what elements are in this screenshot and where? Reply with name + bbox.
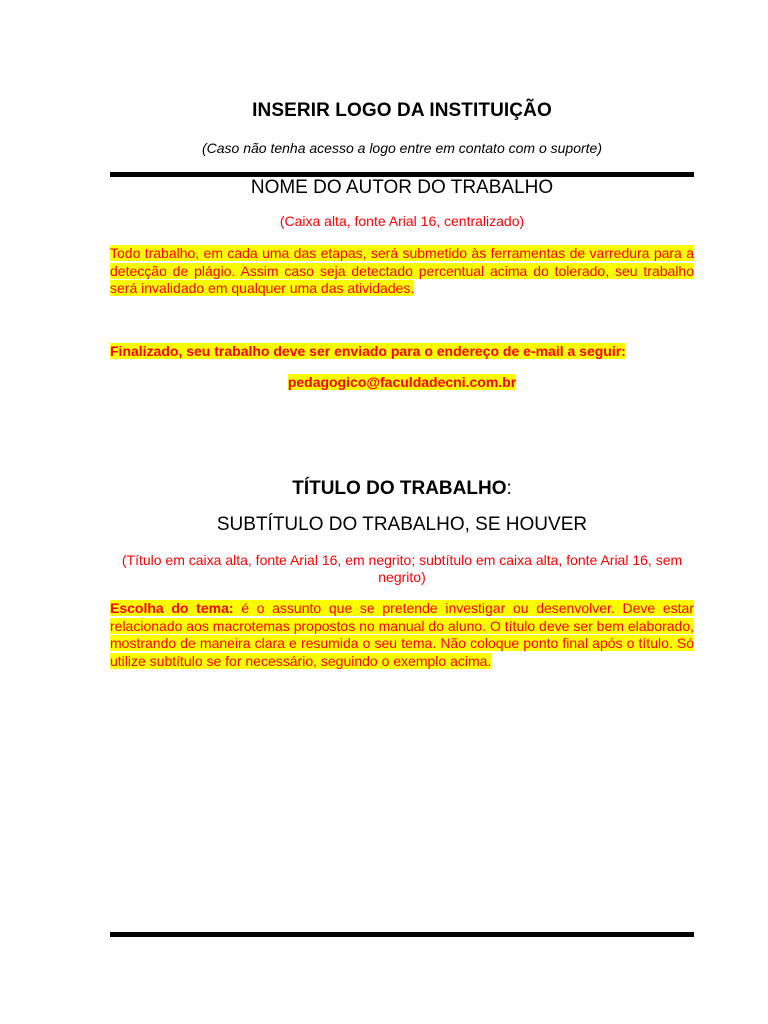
logo-support-note: (Caso não tenha acesso a logo entre em contato com o suporte) [201,140,602,156]
logo-placeholder-heading: INSERIR LOGO DA INSTITUIÇÃO [252,100,552,121]
bottom-divider [110,932,694,937]
work-title-text: TÍTULO DO TRABALHO [292,478,507,499]
plagiarism-warning-text: Todo trabalho, em cada uma das etapas, será submetido às ferramentas de varredura para a detecção de plágio. Assim caso seja detectado percentual acima do tolerado, seu trabalho será invalidado em qualquer uma das atividades. [110,245,694,296]
work-title [110,478,694,500]
submission-instruction [110,343,694,359]
title-format-instructions: (Título em caixa alta, fonte Arial 16, em negrito; subtítulo em caixa alta, fonte Arial 16, sem negrito) [121,552,683,585]
topic-guidance [110,600,694,670]
submission-email [110,374,694,390]
topic-text: é o assunto que se pretende investigar ou desenvolver. Deve estar relacionado aos macrotemas propostos no manual do aluno. O título deve ser bem elaborado, mostrando de maneira clara e resumida o seu tema. Não coloque ponto final após o título. Só utilize subtítulo se for necessário, seguindo o exemplo acima. [110,600,694,669]
topic-label: Escolha do tema: [110,600,234,616]
submission-instruction-text: Finalizado, seu trabalho deve ser enviado para o endereço de e-mail a seguir: [110,343,626,359]
plagiarism-warning [110,245,694,298]
work-title-colon: : [506,478,512,499]
author-format-instructions: (Caixa alta, fonte Arial 16, centralizado) [279,213,525,229]
work-subtitle: SUBTÍTULO DO TRABALHO, SE HOUVER [216,514,588,535]
submission-email-text: pedagogico@faculdadecni.com.br [287,374,517,390]
author-name: NOME DO AUTOR DO TRABALHO [250,177,554,198]
